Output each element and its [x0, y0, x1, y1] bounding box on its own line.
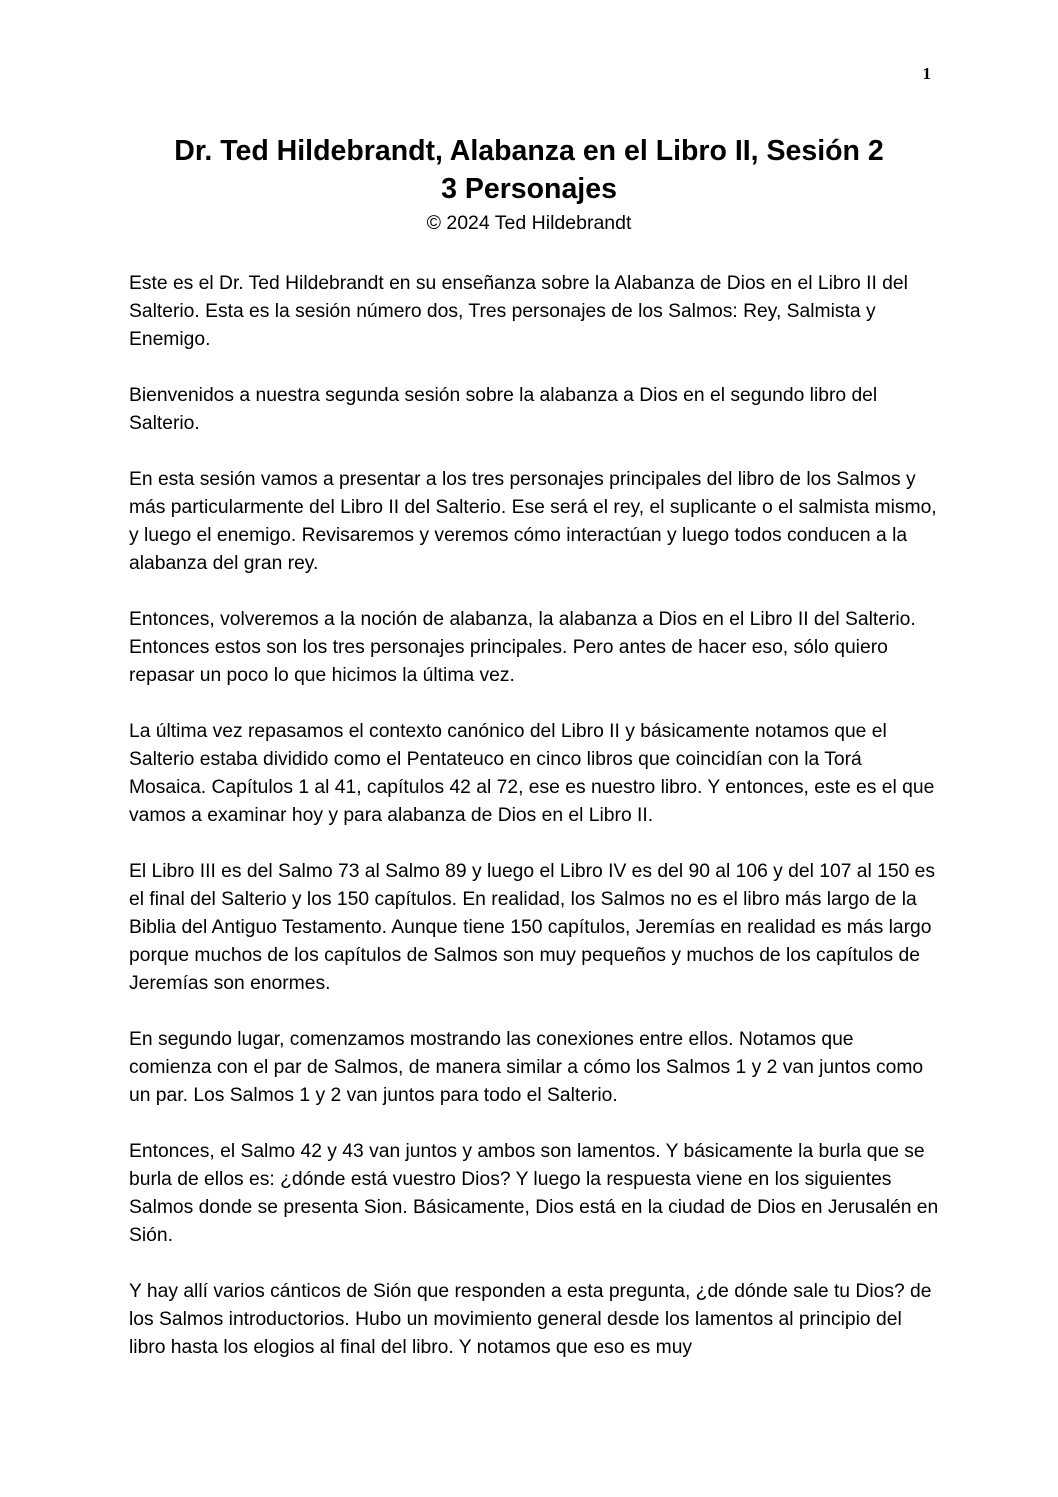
document-header: [100, 132, 958, 236]
paragraph: Este es el Dr. Ted Hildebrandt en su enseñanza sobre la Alabanza de Dios en el Libro II del Salterio. Esta es la sesión número dos, Tres personajes de los Salmos: Rey, Salmista y Enemigo.: [129, 273, 908, 350]
page-number: 1: [922, 64, 931, 83]
paragraph: En esta sesión vamos a presentar a los tres personajes principales del libro de los Salmos y más particularmente del Libro II del Salterio. Ese será el rey, el suplicante o el salmista mismo, y luego el enemigo. Revisaremos y veremos cómo interactúan y luego todos conducen a la alabanza del gran rey.: [129, 469, 937, 574]
copyright-notice: © 2024 Ted Hildebrandt: [426, 212, 632, 234]
document-subtitle: 3 Personajes: [441, 173, 617, 205]
paragraph: La última vez repasamos el contexto canónico del Libro II y básicamente notamos que el Salterio estaba dividido como el Pentateuco en cinco libros que coincidían con la Torá Mosaica. Capítulos 1 al 41, capítulos 42 al 72, ese es nuestro libro. Y entonces, este es el que vamos a examinar hoy y para alabanza de Dios en el Libro II.: [129, 721, 935, 826]
paragraph: Entonces, el Salmo 42 y 43 van juntos y ambos son lamentos. Y básicamente la burla que se burla de ellos es: ¿dónde está vuestro Dios? Y luego la respuesta viene en los siguientes Salmos donde se presenta Sion. Básicamente, Dios está en la ciudad de Dios en Jerusalén en Sión.: [129, 1141, 939, 1246]
paragraph: Bienvenidos a nuestra segunda sesión sobre la alabanza a Dios en el segundo libro del Salterio.: [129, 385, 878, 434]
paragraph: El Libro III es del Salmo 73 al Salmo 89 y luego el Libro IV es del 90 al 106 y del 107 al 150 es el final del Salterio y los 150 capítulos. En realidad, los Salmos no es el libro más largo de la Biblia del Antiguo Testamento. Aunque tiene 150 capítulos, Jeremías en realidad es más largo porque muchos de los capítulos de Salmos son muy pequeños y muchos de los capítulos de Jeremías son enormes.: [129, 861, 936, 994]
paragraph: Y hay allí varios cánticos de Sión que responden a esta pregunta, ¿de dónde sale tu Dios? de los Salmos introductorios. Hubo un movimiento general desde los lamentos al principio del libro hasta los elogios al final del libro. Y notamos que eso es muy: [129, 1281, 932, 1358]
paragraph: Entonces, volveremos a la noción de alabanza, la alabanza a Dios en el Libro II del Salterio. Entonces estos son los tres personajes principales. Pero antes de hacer eso, sólo quiero repasar un poco lo que hicimos la última vez.: [129, 609, 916, 686]
paragraph: En segundo lugar, comenzamos mostrando las conexiones entre ellos. Notamos que comienza con el par de Salmos, de manera similar a cómo los Salmos 1 y 2 van juntos como un par. Los Salmos 1 y 2 van juntos para todo el Salterio.: [129, 1029, 924, 1106]
document-body: [129, 270, 939, 1390]
document-title: Dr. Ted Hildebrandt, Alabanza en el Libro II, Sesión 2: [174, 135, 884, 167]
